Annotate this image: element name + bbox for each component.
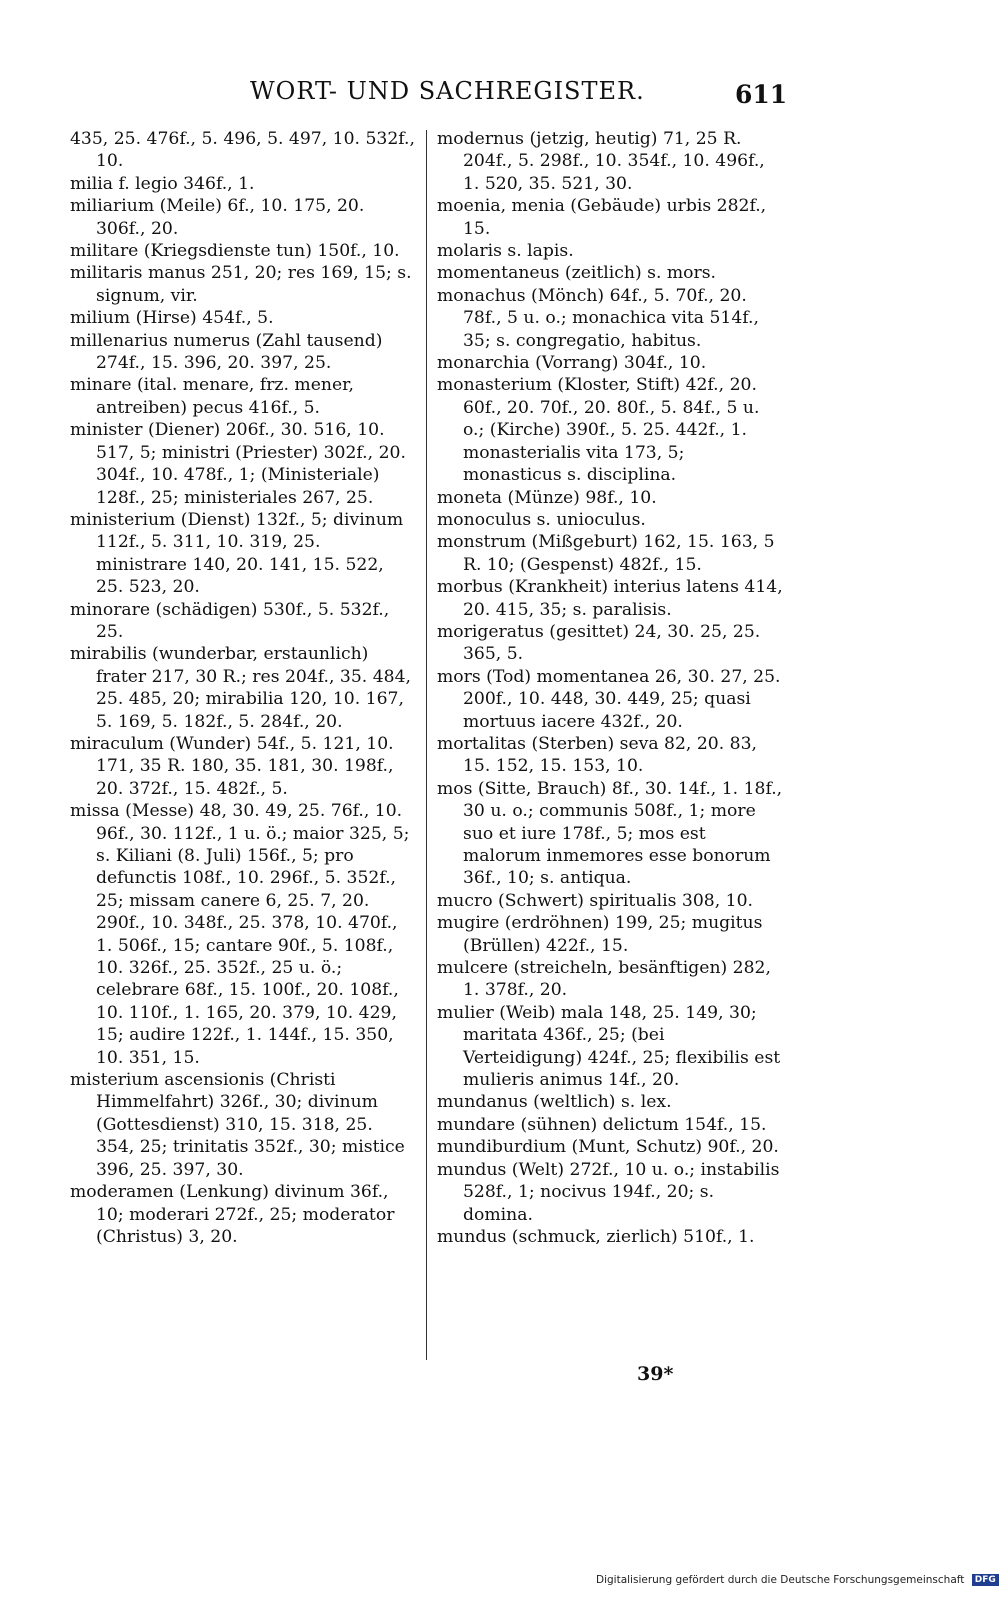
index-entry: mirabilis (wunderbar, erstaunlich) frater 217, 30 R.; res 204f., 35. 484, 25. 485, 20; mirabilia 120, 10. 167, 5. 169, 5. 182f., 5. 284f., 20.: [70, 644, 411, 732]
index-entry: militaris manus 251, 20; res 169, 15; s. signum, vir.: [70, 263, 412, 306]
index-entry: minorare (schädigen) 530f., 5. 532f., 25.: [70, 599, 390, 642]
index-entry: modernus (jetzig, heutig) 71, 25 R. 204f., 5. 298f., 10. 354f., 10. 496f., 1. 520, 35. 521, 30.: [437, 129, 765, 194]
index-entry: mugire (erdröhnen) 199, 25; mugitus (Brüllen) 422f., 15.: [437, 913, 763, 956]
dfg-logo-icon: DFG: [972, 1574, 999, 1586]
digitization-credit: [596, 1574, 999, 1586]
index-entry: mulier (Weib) mala 148, 25. 149, 30; maritata 436f., 25; (bei Verteidigung) 424f., 25; flexibilis est mulieris animus 14f., 20.: [437, 1002, 781, 1091]
index-entry: 435, 25. 476f., 5. 496, 5. 497, 10. 532f., 10.: [70, 129, 415, 172]
index-entry: mos (Sitte, Brauch) 8f., 30. 14f., 1. 18f., 30 u. o.; communis 508f., 1; more suo et iure 178f., 5; mos est malorum inmemores esse bonorum 36f., 10; s. antiqua.: [437, 778, 783, 889]
index-entry: mulcere (streicheln, besänftigen) 282, 1. 378f., 20.: [437, 958, 771, 1001]
index-entry: missa (Messe) 48, 30. 49, 25. 76f., 10. 96f., 30. 112f., 1 u. ö.; maior 325, 5; s. Kiliani (8. Juli) 156f., 5; pro defunctis 108f., 10. 296f., 5. 352f., 25; missam canere 6, 25. 7, 20. 290f., 10. 348f., 25. 378, 10. 470f., 1. 506f., 15; cantare 90f., 5. 108f., 10. 326f., 25. 352f., 25 u. ö.; celebrare 68f., 15. 100f., 20. 108f., 10. 110f., 1. 165, 20. 379, 10. 429, 15; audire 122f., 1. 144f., 15. 350, 10. 351, 15.: [70, 801, 410, 1068]
index-entry: militare (Kriegsdienste tun) 150f., 10.: [70, 241, 400, 262]
index-entry: moenia, menia (Gebäude) urbis 282f., 15.: [437, 196, 767, 239]
index-entry: milium (Hirse) 454f., 5.: [70, 308, 274, 329]
index-entry: mundare (sühnen) delictum 154f., 15.: [437, 1114, 767, 1135]
index-entry: mundiburdium (Munt, Schutz) 90f., 20.: [437, 1137, 779, 1158]
page-number: 611: [735, 80, 788, 109]
index-entry: monasterium (Kloster, Stift) 42f., 20. 60f., 20. 70f., 20. 80f., 5. 84f., 5 u. o.; (Kirche) 390f., 5. 25. 442f., 1. monasterialis vita 173, 5; monasticus s. disciplina.: [437, 375, 760, 486]
index-entry: miliarium (Meile) 6f., 10. 175, 20. 306f., 20.: [70, 196, 365, 239]
index-entry: minare (ital. menare, frz. mener, antreiben) pecus 416f., 5.: [70, 375, 354, 418]
index-entry: minister (Diener) 206f., 30. 516, 10. 517, 5; ministri (Priester) 302f., 20. 304f., 10. 478f., 1; (Ministeriale) 128f., 25; ministeriales 267, 25.: [70, 420, 406, 508]
index-entry: ministerium (Dienst) 132f., 5; divinum 112f., 5. 311, 10. 319, 25. ministrare 140, 20. 141, 15. 522, 25. 523, 20.: [70, 509, 404, 598]
index-entry: monachus (Mönch) 64f., 5. 70f., 20. 78f., 5 u. o.; monachica vita 514f., 35; s. congregatio, habitus.: [437, 285, 759, 351]
signature-mark: 39*: [637, 1363, 674, 1385]
index-entry: milia f. legio 346f., 1.: [70, 173, 255, 194]
index-entry: mors (Tod) momentanea 26, 30. 27, 25. 200f., 10. 448, 30. 449, 25; quasi mortuus iacere 432f., 20.: [437, 666, 781, 732]
right-column: [437, 128, 783, 1248]
index-entry: molaris s. lapis.: [437, 241, 574, 262]
index-entry: monoculus s. unioculus.: [437, 509, 646, 530]
index-entry: mundanus (weltlich) s. lex.: [437, 1092, 672, 1113]
index-entry: miraculum (Wunder) 54f., 5. 121, 10. 171, 35 R. 180, 35. 181, 30. 198f., 20. 372f., 15. 482f., 5.: [70, 733, 394, 799]
running-title: WORT- UND SACHREGISTER.: [250, 77, 645, 105]
index-entry: monarchia (Vorrang) 304f., 10.: [437, 353, 707, 374]
index-entry: monstrum (Mißgeburt) 162, 15. 163, 5 R. 10; (Gespenst) 482f., 15.: [437, 532, 775, 575]
index-entry: moderamen (Lenkung) divinum 36f., 10; moderari 272f., 25; moderator (Christus) 3, 20.: [70, 1182, 395, 1247]
index-entry: millenarius numerus (Zahl tausend) 274f., 15. 396, 20. 397, 25.: [70, 330, 383, 374]
left-column: [70, 128, 416, 1248]
index-entry: momentaneus (zeitlich) s. mors.: [437, 263, 717, 284]
index-entry: mucro (Schwert) spiritualis 308, 10.: [437, 890, 753, 911]
index-entry: misterium ascensionis (Christi Himmelfahrt) 326f., 30; divinum (Gottesdienst) 310, 15. 318, 25. 354, 25; trinitatis 352f., 30; mistice 396, 25. 397, 30.: [70, 1070, 405, 1180]
index-entry: mundus (Welt) 272f., 10 u. o.; instabilis 528f., 1; nocivus 194f., 20; s. domina.: [437, 1159, 780, 1225]
index-entry: mundus (schmuck, zierlich) 510f., 1.: [437, 1226, 755, 1247]
index-entry: moneta (Münze) 98f., 10.: [437, 487, 657, 508]
credit-text: Digitalisierung gefördert durch die Deutsche Forschungsgemeinschaft: [596, 1574, 965, 1586]
index-entry: morbus (Krankheit) interius latens 414, 20. 415, 35; s. paralisis.: [437, 577, 783, 620]
running-head: [0, 76, 1000, 116]
column-divider: [426, 130, 427, 1360]
index-entry: mortalitas (Sterben) seva 82, 20. 83, 15. 152, 15. 153, 10.: [437, 733, 757, 777]
index-entry: morigeratus (gesittet) 24, 30. 25, 25. 365, 5.: [437, 621, 761, 665]
